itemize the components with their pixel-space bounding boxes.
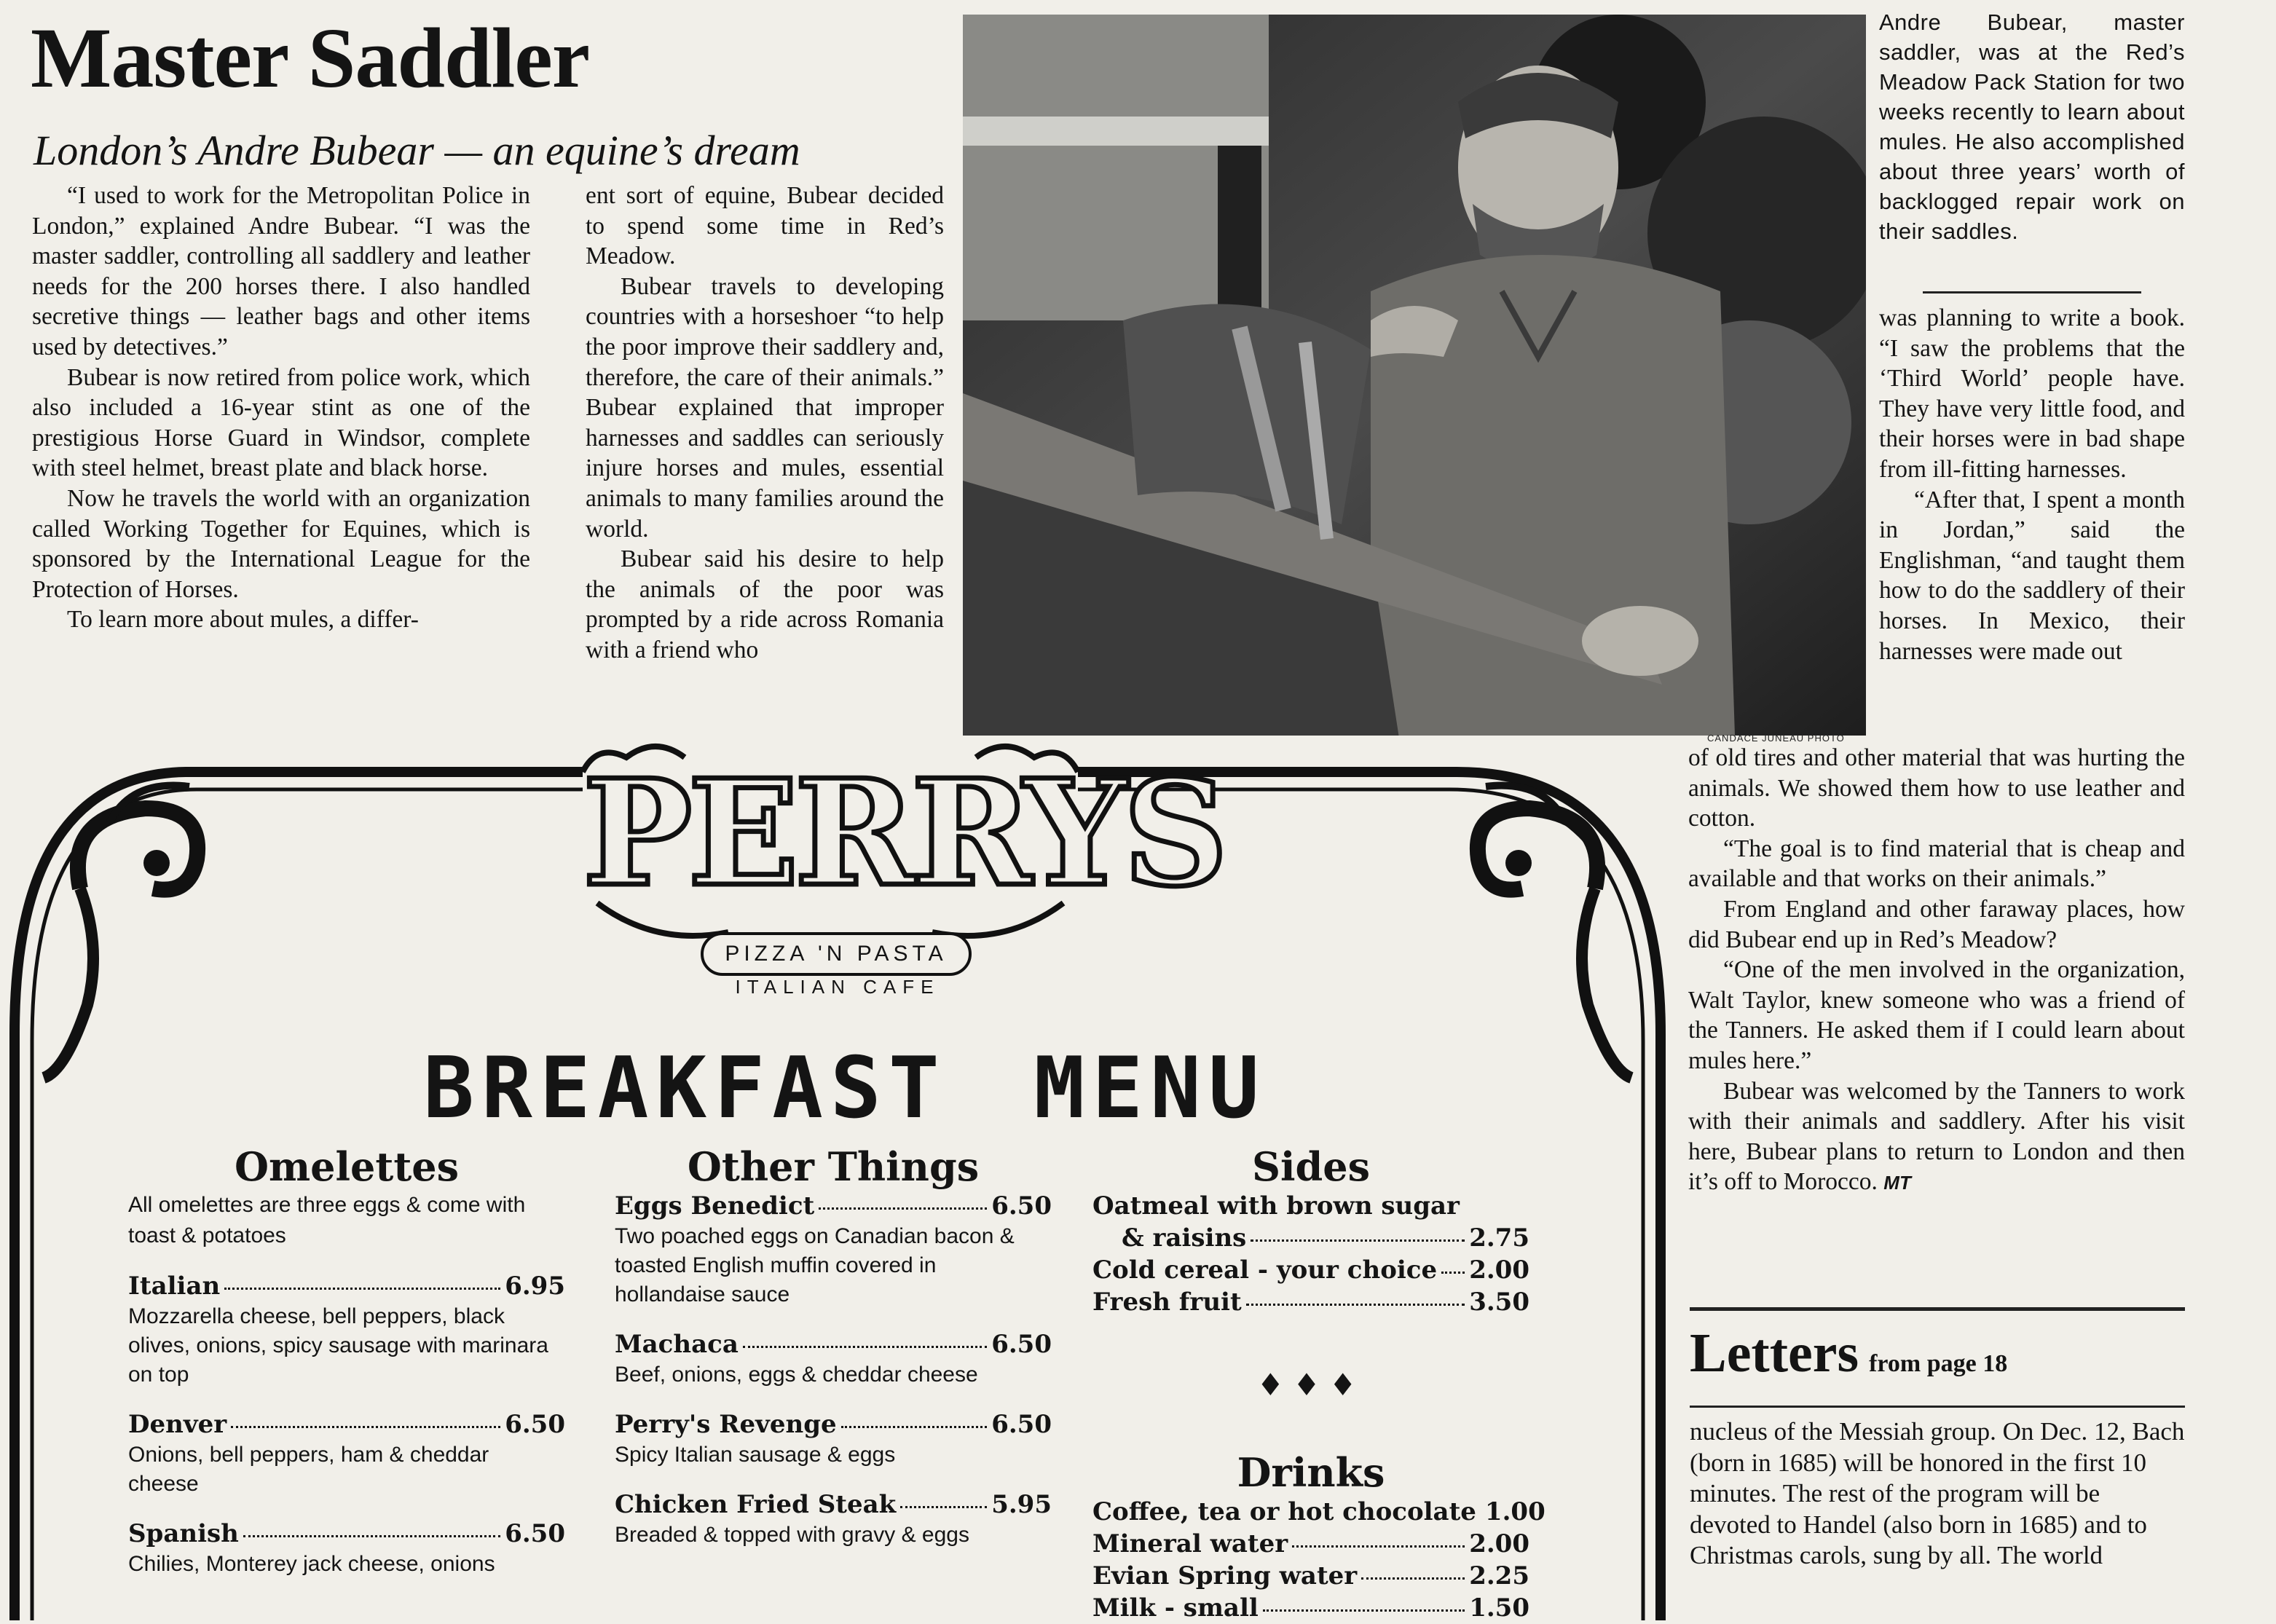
author-signature: MT	[1883, 1172, 1911, 1194]
section-title-drinks: Drinks	[1237, 1449, 1385, 1496]
paragraph: “One of the men involved in the organization, Walt Taylor, knew someone who was a friend of the Tanners. He asked them if I could learn about mules here.”	[1688, 956, 2185, 1074]
item-price: 6.95	[505, 1272, 565, 1301]
photo-credit: CANDACE JUNEAU PHOTO	[1707, 733, 1845, 744]
item-name-continued: & raisins	[1122, 1223, 1247, 1253]
menu-title: BREAKFAST MENU	[423, 1039, 1267, 1138]
item-description: Chilies, Monterey jack cheese, onions	[128, 1552, 495, 1576]
menu-item	[1092, 1528, 1529, 1560]
paragraph: From England and other faraway places, how did Bubear end up in Red’s Meadow?	[1688, 895, 2185, 953]
item-name: Mineral water	[1092, 1529, 1288, 1558]
paragraph-text: Bubear was welcomed by the Tanners to work with their animals and saddlery. After his visit here, Bubear plans to return to London and then it’s off to Morocco.	[1688, 1077, 2185, 1196]
logo-subtitle: PIZZA 'N PASTA	[701, 932, 972, 976]
item-price: 2.75	[1469, 1223, 1529, 1253]
item-name: Spanish	[128, 1519, 239, 1548]
item-price: 2.00	[1469, 1529, 1529, 1558]
paragraph	[1688, 1076, 2185, 1199]
item-description: Two poached eggs on Canadian bacon & toasted English muffin covered in hollandaise sauce	[615, 1224, 1015, 1306]
item-name: Eggs Benedict	[615, 1191, 815, 1221]
item-price: 5.95	[991, 1490, 1052, 1519]
perrys-logo: PERRYS	[583, 748, 1224, 919]
menu-item-continued	[1092, 1222, 1529, 1254]
item-description: Onions, bell peppers, ham & cheddar cheese	[128, 1443, 489, 1496]
article-headline: Master Saddler	[31, 10, 590, 106]
letters-body	[1690, 1416, 2186, 1572]
item-price: 6.50	[991, 1410, 1052, 1439]
menu-section-sides	[1092, 1143, 1545, 1624]
item-price: 3.50	[1469, 1288, 1529, 1317]
letters-title: Letters	[1690, 1323, 1859, 1384]
item-description: Mozzarella cheese, bell peppers, black olives, onions, spicy sausage with marinara on top	[128, 1304, 548, 1387]
menu-item	[128, 1518, 565, 1550]
menu-section-other-things	[615, 1143, 1052, 1550]
paragraph: Bubear travels to developing countries with a horseshoer “to help the poor improve their saddlery and, therefore, the care of their animals.” Bubear explained that improper harnesses and saddles can seriously injure horses and mules, essential animals to many families around the world.	[586, 272, 944, 543]
item-price: 6.50	[505, 1519, 565, 1548]
item-price: 6.50	[991, 1330, 1052, 1359]
article-column-1	[32, 181, 530, 635]
item-name: Machaca	[615, 1330, 739, 1359]
article-deck: London’s Andre Bubear — an equine’s dream	[34, 127, 800, 174]
paragraph: Bubear is now retired from police work, which also included a 16-year stint as one of the prestigious Horse Guard in Windsor, complete with steel helmet, breast plate and black horse.	[32, 363, 530, 482]
menu-item	[615, 1328, 1052, 1360]
article-column-4	[1688, 743, 2185, 1199]
item-name: Perry's Revenge	[615, 1410, 837, 1439]
menu-item	[1092, 1560, 1529, 1592]
photo-caption: Andre Bubear, master saddler, was at the Red’s Meadow Pack Station for two weeks recently to learn about mules. He also accomplished about three years’ worth of backlogged repair work on their saddles.	[1879, 9, 2185, 244]
article-photo	[963, 15, 1866, 736]
paragraph: “After that, I spent a month in Jordan,” said the Englishman, “and taught them how to do the saddlery of their horses. In Mexico, their harnesses were made out	[1879, 486, 2185, 665]
item-name: Evian Spring water	[1092, 1561, 1358, 1591]
item-name: Milk - small	[1092, 1593, 1259, 1623]
caption-divider	[1923, 291, 2141, 293]
menu-section-omelettes	[128, 1143, 565, 1579]
item-name: Coffee, tea or hot chocolate	[1092, 1497, 1476, 1526]
item-price: 1.00	[1484, 1497, 1545, 1526]
letters-jump-line: from page 18	[1869, 1350, 2008, 1377]
letters-top-rule	[1690, 1307, 2185, 1311]
menu-item	[1092, 1286, 1529, 1318]
letters-bottom-rule	[1690, 1406, 2185, 1408]
item-name: Oatmeal with brown sugar	[1092, 1191, 1460, 1221]
menu-item	[128, 1270, 565, 1302]
menu-item	[615, 1408, 1052, 1440]
item-description: Beef, onions, eggs & cheddar cheese	[615, 1363, 978, 1387]
item-name: Cold cereal - your choice	[1092, 1256, 1438, 1285]
paragraph: To learn more about mules, a differ-	[67, 606, 419, 634]
section-title: Sides	[1251, 1143, 1371, 1190]
item-name: Chicken Fried Steak	[615, 1490, 897, 1519]
section-intro: All omelettes are three eggs & come with toast & potatoes	[128, 1193, 526, 1247]
paragraph: of old tires and other material that was hurting the animals. We showed them how to use leather and cotton.	[1688, 744, 2185, 832]
item-price: 2.25	[1469, 1561, 1529, 1591]
article-column-3	[1879, 303, 2185, 666]
menu-item	[1092, 1592, 1529, 1624]
paragraph: “The goal is to find material that is cheap and available and that works on their animals.”	[1688, 835, 2185, 893]
item-description: Spicy Italian sausage & eggs	[615, 1443, 896, 1467]
paragraph: Bubear said his desire to help the animals of the poor was prompted by a ride across Romania with a friend who	[586, 545, 944, 663]
section-title: Other Things	[687, 1143, 980, 1190]
menu-item	[128, 1408, 565, 1440]
menu-item	[1092, 1190, 1529, 1222]
menu-item	[615, 1190, 1052, 1222]
article-column-2	[586, 181, 944, 666]
menu-item	[1092, 1496, 1545, 1528]
item-price: 6.50	[991, 1191, 1052, 1221]
item-description: Breaded & topped with gravy & eggs	[615, 1523, 969, 1547]
menu-item	[615, 1489, 1052, 1521]
letters-header	[1690, 1322, 2007, 1385]
paragraph: was planning to write a book. “I saw the problems that the ‘Third World’ people have. They have very little food, and their horses were in bad shape from ill-fitting harnesses.	[1879, 304, 2185, 483]
item-price: 6.50	[505, 1410, 565, 1439]
diamond-ornament: ♦♦♦	[1256, 1367, 1366, 1403]
menu-item	[1092, 1254, 1529, 1286]
item-name: Fresh fruit	[1092, 1288, 1242, 1317]
paragraph: Now he travels the world with an organization called Working Together for Equines, which is sponsored by the International League for the Protection of Horses.	[32, 484, 530, 603]
logo-cafe-text: ITALIAN CAFE	[735, 976, 940, 998]
paragraph: ent sort of equine, Bubear decided to spend some time in Red’s Meadow.	[586, 182, 944, 270]
item-name: Denver	[128, 1410, 227, 1439]
item-price: 2.00	[1469, 1256, 1529, 1285]
section-title: Omelettes	[234, 1143, 460, 1190]
saddler-photo-illustration	[963, 15, 1866, 736]
letters-paragraph: nucleus of the Messiah group. On Dec. 12, Bach (born in 1685) will be honored in the first 10 minutes. The rest of the program will be devoted to Handel (also born in 1685) and to Christmas carols, sung by all. The world	[1690, 1417, 2185, 1569]
item-price: 1.50	[1469, 1593, 1529, 1623]
paragraph: “I used to work for the Metropolitan Police in London,” explained Andre Bubear. “I was the master saddler, controlling all saddlery and leather needs for the 200 horses there. I also handled secretive things — leather bags and other items used by detectives.”	[32, 182, 530, 360]
item-name: Italian	[128, 1272, 221, 1301]
